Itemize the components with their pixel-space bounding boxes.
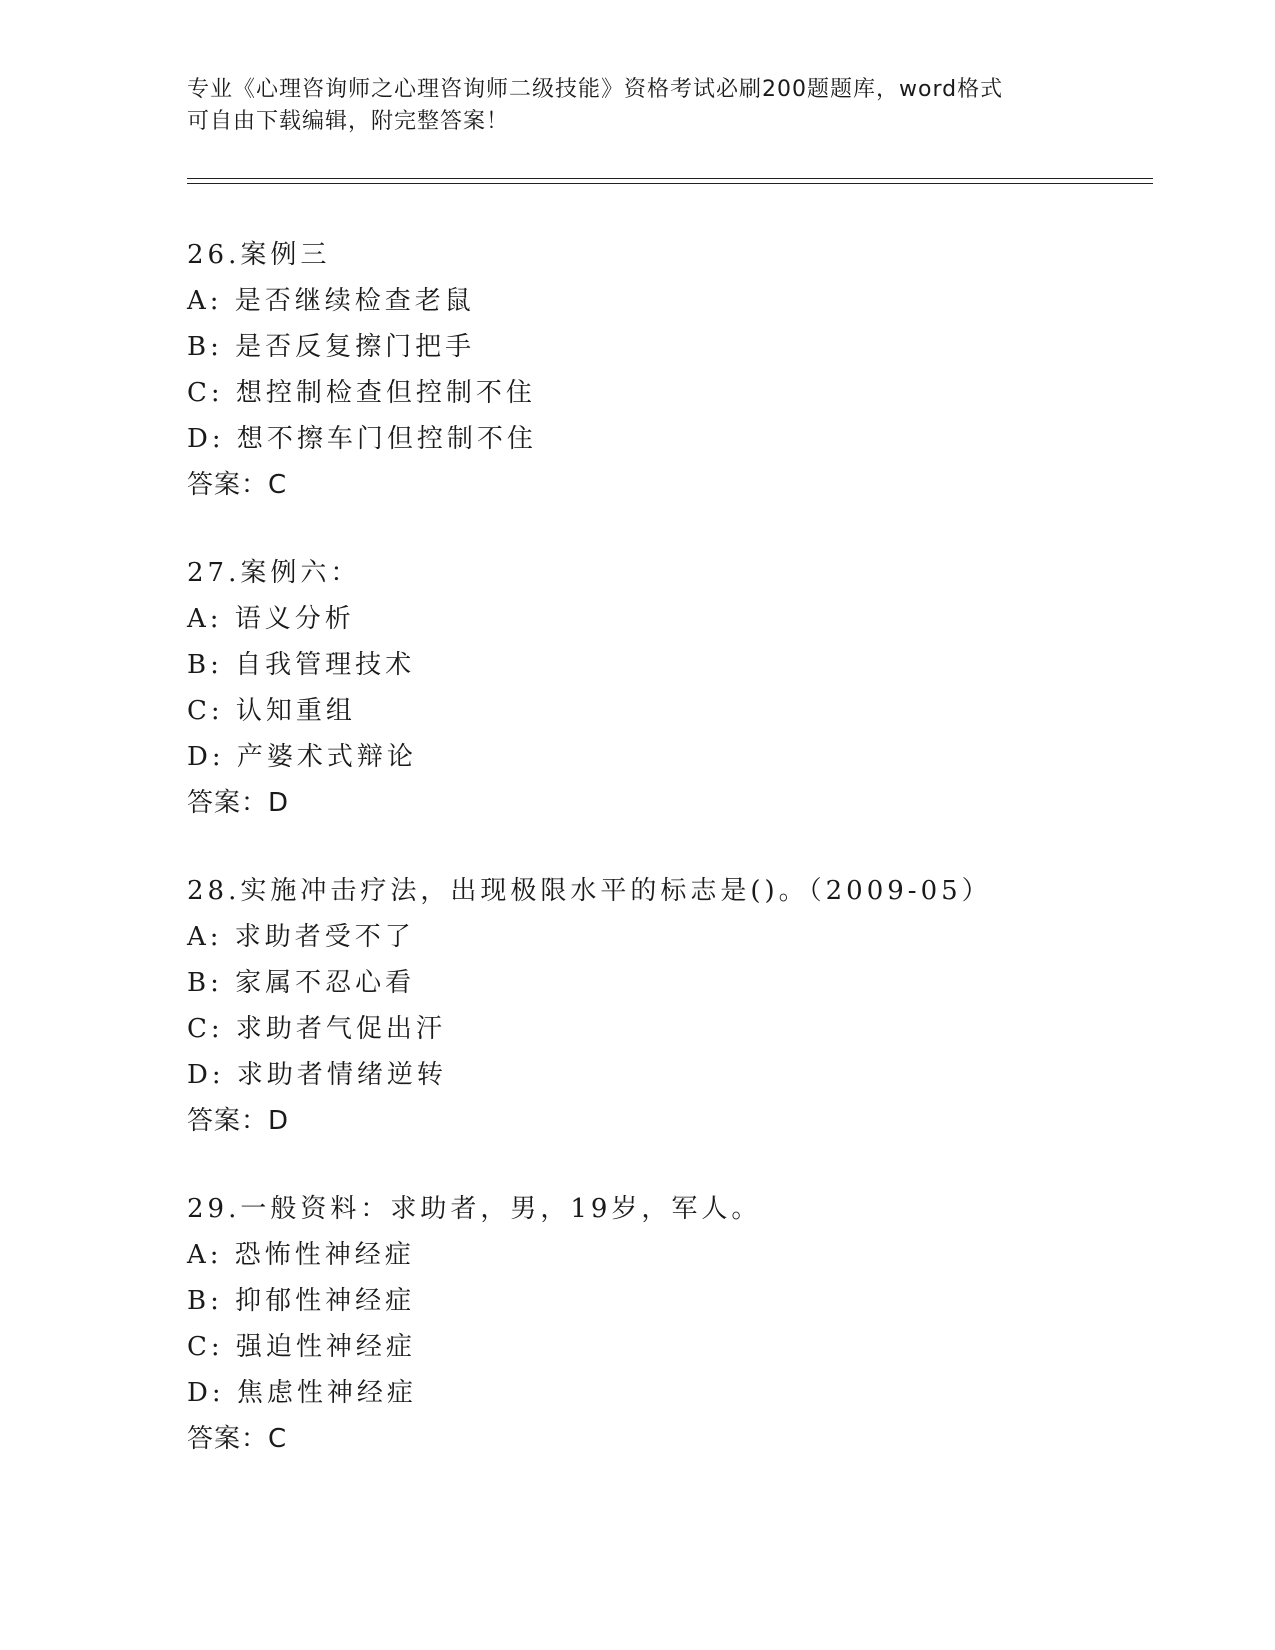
option-b: B: 家属不忍心看 (187, 968, 416, 998)
document-header (187, 74, 1087, 138)
question-29 (187, 1186, 1187, 1462)
answer: 答案：D (187, 1106, 290, 1136)
option-d: D: 想不擦车门但控制不住 (187, 424, 537, 454)
option-b: B: 抑郁性神经症 (187, 1286, 416, 1316)
option-a: A: 求助者受不了 (187, 922, 415, 952)
answer: 答案：C (187, 1424, 288, 1454)
option-d: D: 产婆术式辩论 (187, 742, 417, 772)
option-c: C: 强迫性神经症 (187, 1332, 416, 1362)
option-c: C: 认知重组 (187, 696, 356, 726)
option-c: C: 求助者气促出汗 (187, 1014, 446, 1044)
question-28 (187, 868, 1187, 1144)
option-a: A: 是否继续检查老鼠 (187, 286, 475, 316)
header-divider-top (187, 178, 1153, 179)
answer: 答案：C (187, 470, 288, 500)
header-divider-bottom (187, 183, 1153, 184)
question-stem: 26.案例三 (187, 240, 331, 270)
option-c: C: 想控制检查但控制不住 (187, 378, 536, 408)
option-d: D: 求助者情绪逆转 (187, 1060, 447, 1090)
question-27 (187, 550, 1187, 826)
option-b: B: 是否反复擦门把手 (187, 332, 476, 362)
option-b: B: 自我管理技术 (187, 650, 416, 680)
question-stem: 28.实施冲击疗法，出现极限水平的标志是()。（2009-05） (187, 876, 992, 906)
option-a: A: 恐怖性神经症 (187, 1240, 415, 1270)
header-line-2: 可自由下载编辑，附完整答案！ (187, 109, 510, 134)
header-line-1: 专业《心理咨询师之心理咨询师二级技能》资格考试必刷200题题库，word格式 (187, 77, 1004, 102)
question-stem: 27.案例六： (187, 558, 361, 588)
answer: 答案：D (187, 788, 290, 818)
question-stem: 29.一般资料：求助者，男，19岁，军人。 (187, 1194, 762, 1224)
option-a: A: 语义分析 (187, 604, 355, 634)
question-26 (187, 232, 1187, 508)
option-d: D: 焦虑性神经症 (187, 1378, 417, 1408)
